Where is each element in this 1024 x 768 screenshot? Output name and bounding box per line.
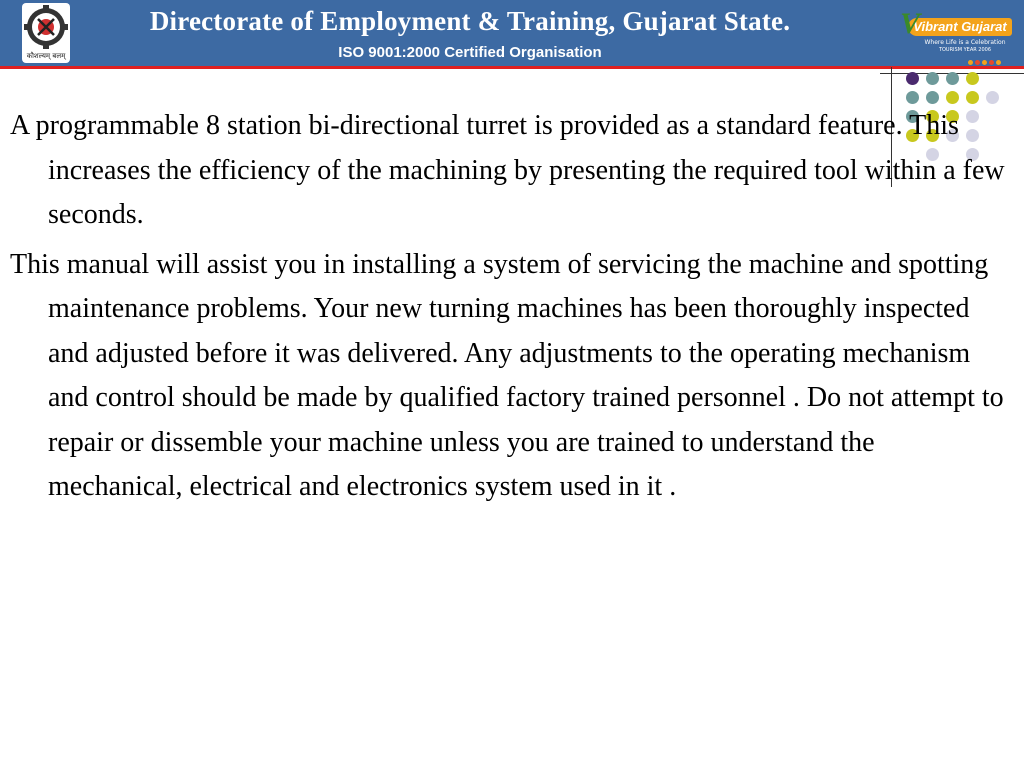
dot — [926, 72, 939, 85]
slide-body — [10, 104, 1010, 515]
page-subtitle: ISO 9001:2000 Certified Organisation — [338, 44, 602, 61]
header-banner — [0, 0, 1024, 66]
gear-emblem-icon — [22, 3, 70, 63]
body-paragraph: This manual will assist you in installing a system of servicing the machine and spotting maintenance problems. Your new turning machines has been thoroughly inspected and adjusted before it was delivered. Any adjustments to the operating mechanism and control should be made by qualified factory trained personnel . Do not attempt to repair or dissemble your machine unless you are trained to understand the mechanical, electrical and electronics system used in it . — [10, 248, 1004, 502]
body-paragraph: A programmable 8 station bi-directional turret is provided as a standard feature. This increases the efficiency of the machining by presenting the required tool within a few seconds. — [10, 110, 1005, 230]
vibrant-v-icon: V — [900, 7, 921, 40]
vibrant-gujarat-tagline: Where Life is a Celebration — [924, 39, 1006, 46]
dot — [926, 91, 939, 104]
dot — [966, 72, 979, 85]
header-red-rule — [0, 66, 1024, 69]
emblem-caption: कौशल्यम् बलम् — [26, 52, 66, 60]
vibrant-gujarat-brand: Vibrant Gujarat — [908, 18, 1012, 36]
dot — [946, 72, 959, 85]
page-title: Directorate of Employment & Training, Gujarat State. — [149, 6, 791, 36]
dot — [946, 91, 959, 104]
dot — [906, 91, 919, 104]
dot — [966, 91, 979, 104]
vibrant-gujarat-year: TOURISM YEAR 2006 — [938, 47, 992, 53]
dot — [986, 91, 999, 104]
vibrant-gujarat-logo — [898, 4, 1012, 60]
dot — [906, 72, 919, 85]
